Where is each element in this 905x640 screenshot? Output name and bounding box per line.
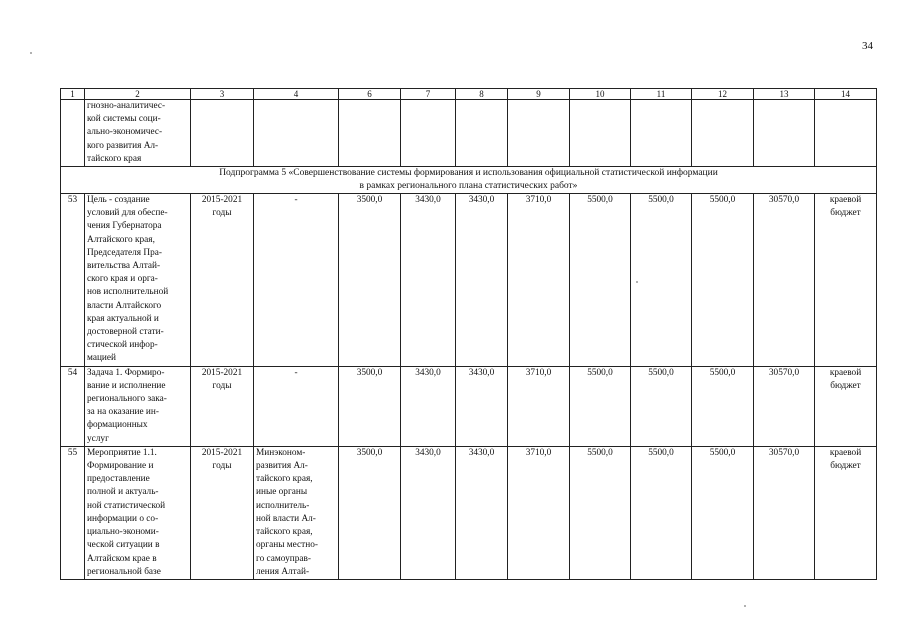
executor-cell: - bbox=[254, 194, 339, 367]
page-number: 34 bbox=[862, 40, 873, 52]
total-cell: 30570,0 bbox=[754, 446, 815, 579]
column-header: 7 bbox=[401, 89, 456, 100]
column-header: 14 bbox=[815, 89, 877, 100]
total-cell: 30570,0 bbox=[754, 366, 815, 446]
amount-cell: 3500,0 bbox=[339, 194, 401, 367]
column-header: 8 bbox=[456, 89, 508, 100]
column-header: 2 bbox=[85, 89, 191, 100]
column-header: 3 bbox=[191, 89, 254, 100]
period-cell: 2015-2021 годы bbox=[191, 366, 254, 446]
column-header: 4 bbox=[254, 89, 339, 100]
column-number-row bbox=[61, 89, 877, 100]
description-cell: Цель - создание условий для обеспе- чения Губернатора Алтайского края, Председателя Пра- вительства Алтай- ского края и орга- нов исполнительной власти Алтайского края актуальной и достоверной стати- стической инфор- мацией bbox=[85, 194, 191, 367]
amount-cell: 5500,0 bbox=[631, 366, 692, 446]
row-number: 54 bbox=[61, 366, 85, 446]
amount-cell: 5500,0 bbox=[692, 446, 754, 579]
column-header: 6 bbox=[339, 89, 401, 100]
amount-cell: 3430,0 bbox=[401, 194, 456, 367]
description-cell: Задача 1. Формиро- вание и исполнение регионального зака- за на оказание ин- формационных услуг bbox=[85, 366, 191, 446]
executor-cell: - bbox=[254, 366, 339, 446]
executor-cell: Минэконом- развития Ал- тайского края, иные органы исполнитель- ной власти Ал- тайского края, органы местно- го самоуправ- ления Алтай- bbox=[254, 446, 339, 579]
amount-cell: 5500,0 bbox=[692, 366, 754, 446]
description-cell: гнозно-аналитичес- кой системы соци- ально-экономичес- кого развития Ал- тайского края bbox=[85, 100, 191, 167]
description-cell: Мероприятие 1.1. Формирование и предоставление полной и актуаль- ной статистической информации о со- циально-экономи- ческой ситуации в Алтайском крае в региональной базе bbox=[85, 446, 191, 579]
row-number: 53 bbox=[61, 194, 85, 367]
funding-source-cell: краевой бюджет bbox=[815, 366, 877, 446]
budget-table bbox=[60, 88, 877, 580]
amount-cell: 3500,0 bbox=[339, 366, 401, 446]
column-header: 9 bbox=[508, 89, 570, 100]
funding-source-cell: краевой бюджет bbox=[815, 194, 877, 367]
total-cell: 30570,0 bbox=[754, 194, 815, 367]
table-row bbox=[61, 446, 877, 579]
column-header: 11 bbox=[631, 89, 692, 100]
amount-cell: 5500,0 bbox=[631, 446, 692, 579]
column-header: 12 bbox=[692, 89, 754, 100]
amount-cell: 3500,0 bbox=[339, 446, 401, 579]
column-header: 13 bbox=[754, 89, 815, 100]
amount-cell: 3710,0 bbox=[508, 366, 570, 446]
subprogram-row bbox=[61, 167, 877, 194]
amount-cell: 3430,0 bbox=[456, 366, 508, 446]
period-cell: 2015-2021 годы bbox=[191, 446, 254, 579]
amount-cell: 3430,0 bbox=[401, 366, 456, 446]
amount-cell: 5500,0 bbox=[631, 194, 692, 367]
table-row bbox=[61, 194, 877, 367]
subprogram-title: Подпрограмма 5 «Совершенствование системы формирования и использования официальной статистической информации в рамках регионального плана статистических работ» bbox=[61, 167, 877, 194]
amount-cell: 5500,0 bbox=[692, 194, 754, 367]
scan-speck bbox=[744, 605, 746, 607]
table-row bbox=[61, 366, 877, 446]
column-header: 1 bbox=[61, 89, 85, 100]
amount-cell: 3430,0 bbox=[401, 446, 456, 579]
amount-cell: 5500,0 bbox=[570, 446, 631, 579]
amount-cell: 5500,0 bbox=[570, 194, 631, 367]
funding-source-cell: краевой бюджет bbox=[815, 446, 877, 579]
amount-cell: 3430,0 bbox=[456, 446, 508, 579]
amount-cell: 3710,0 bbox=[508, 446, 570, 579]
continuation-row bbox=[61, 100, 877, 167]
row-number: 55 bbox=[61, 446, 85, 579]
amount-cell: 3430,0 bbox=[456, 194, 508, 367]
scan-speck bbox=[636, 281, 638, 283]
period-cell: 2015-2021 годы bbox=[191, 194, 254, 367]
column-header: 10 bbox=[570, 89, 631, 100]
amount-cell: 5500,0 bbox=[570, 366, 631, 446]
scan-speck bbox=[30, 52, 32, 54]
amount-cell: 3710,0 bbox=[508, 194, 570, 367]
